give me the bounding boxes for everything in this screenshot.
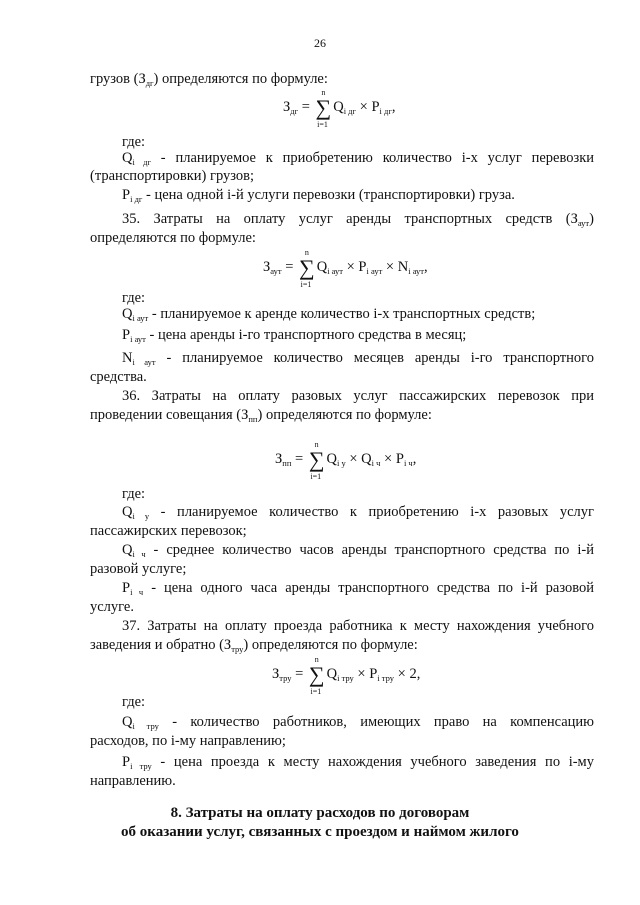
definition-line: средства. xyxy=(90,369,147,385)
sum-symbol: ∑ n i=1 xyxy=(315,88,332,129)
definition-line: $Q_{i тру}$ - количество работников, имеющих право на компенсацию xyxy=(122,714,594,731)
definition-line: $P_{i аут}$ - цена аренды i-го транспортного средства в месяц; xyxy=(122,327,467,344)
definition-line: расходов, по i-му направлению; xyxy=(90,733,286,749)
text-line: заведения и обратно $(З_{тру})$ определяются по формуле: xyxy=(90,637,418,654)
where-label: где: xyxy=(122,694,146,710)
sum-symbol: ∑ n i=1 xyxy=(308,655,325,696)
where-label: где: xyxy=(122,486,146,502)
definition-line: $Q_{i ч}$ - среднее количество часов аренды транспортного средства по i-й xyxy=(122,542,594,559)
formula-passenger-transport: $З_{пп}$ = ∑ n i=1 $Q_{i у} \times Q_{i ч} \times P_{i ч}$, xyxy=(275,440,417,481)
formula-vehicle-rent: $З_{аут}$ = ∑ n i=1 $Q_{i аут} \times P_{i аут} \times N_{i аут}$, xyxy=(263,248,428,289)
page-number: 26 xyxy=(314,36,326,50)
definition-line: $N_{i аут}$ - планируемое количество месяцев аренды i-го транспортного xyxy=(122,350,594,367)
text-line: грузов $(З_{дг})$ определяются по формуле: xyxy=(90,71,328,88)
formula-transport-cargo: $З_{дг}$ = ∑ n i=1 $Q_{i дг} \times P_{i дг}$, xyxy=(283,88,396,129)
definition-line: (транспортировки) грузов; xyxy=(90,168,255,184)
text-line: проведении совещания $(З_{пп})$ определяются по формуле: xyxy=(90,407,432,424)
paragraph-35: 35. Затраты на оплату услуг аренды транспортных средств $(З_{аут})$ xyxy=(122,211,594,228)
definition-line: $Q_{i у}$ - планируемое количество к приобретению i-х разовых услуг xyxy=(122,504,594,521)
section-heading: об оказании услуг, связанных с проездом и наймом жилого xyxy=(121,824,519,840)
definition-line: $P_{i дг}$ - цена одной i-й услуги перевозки (транспортировки) груза. xyxy=(122,187,515,204)
text-line: определяются по формуле: xyxy=(90,230,256,246)
paragraph-37: 37. Затраты на оплату проезда работника к месту нахождения учебного xyxy=(122,618,594,634)
definition-line: направлению. xyxy=(90,773,176,789)
where-label: где: xyxy=(122,134,146,150)
definition-line: $P_{i тру}$ - цена проезда к месту нахождения учебного заведения по i-му xyxy=(122,754,594,771)
section-heading: 8. Затраты на оплату расходов по договорам xyxy=(170,805,470,821)
definition-line: разовой услуге; xyxy=(90,561,187,577)
definition-line: $Q_{i аут}$ - планируемое к аренде количество i-х транспортных средств; xyxy=(122,306,536,323)
where-label: где: xyxy=(122,290,146,306)
definition-line: услуге. xyxy=(90,599,134,615)
paragraph-36: 36. Затраты на оплату разовых услуг пассажирских перевозок при xyxy=(122,388,594,404)
definition-line: $P_{i ч}$ - цена одного часа аренды транспортного средства по i-й разовой xyxy=(122,580,594,597)
sum-symbol: ∑ n i=1 xyxy=(299,248,315,289)
definition-line: пассажирских перевозок; xyxy=(90,523,247,539)
sum-symbol: ∑ n i=1 xyxy=(308,440,325,481)
definition-line: $Q_{i дг}$ - планируемое к приобретению количество i-х услуг перевозки xyxy=(122,150,594,167)
formula-training-travel: $З_{тру}$ = ∑ n i=1 $Q_{i тру} \times P_{i тру} \times 2$, xyxy=(272,655,421,696)
